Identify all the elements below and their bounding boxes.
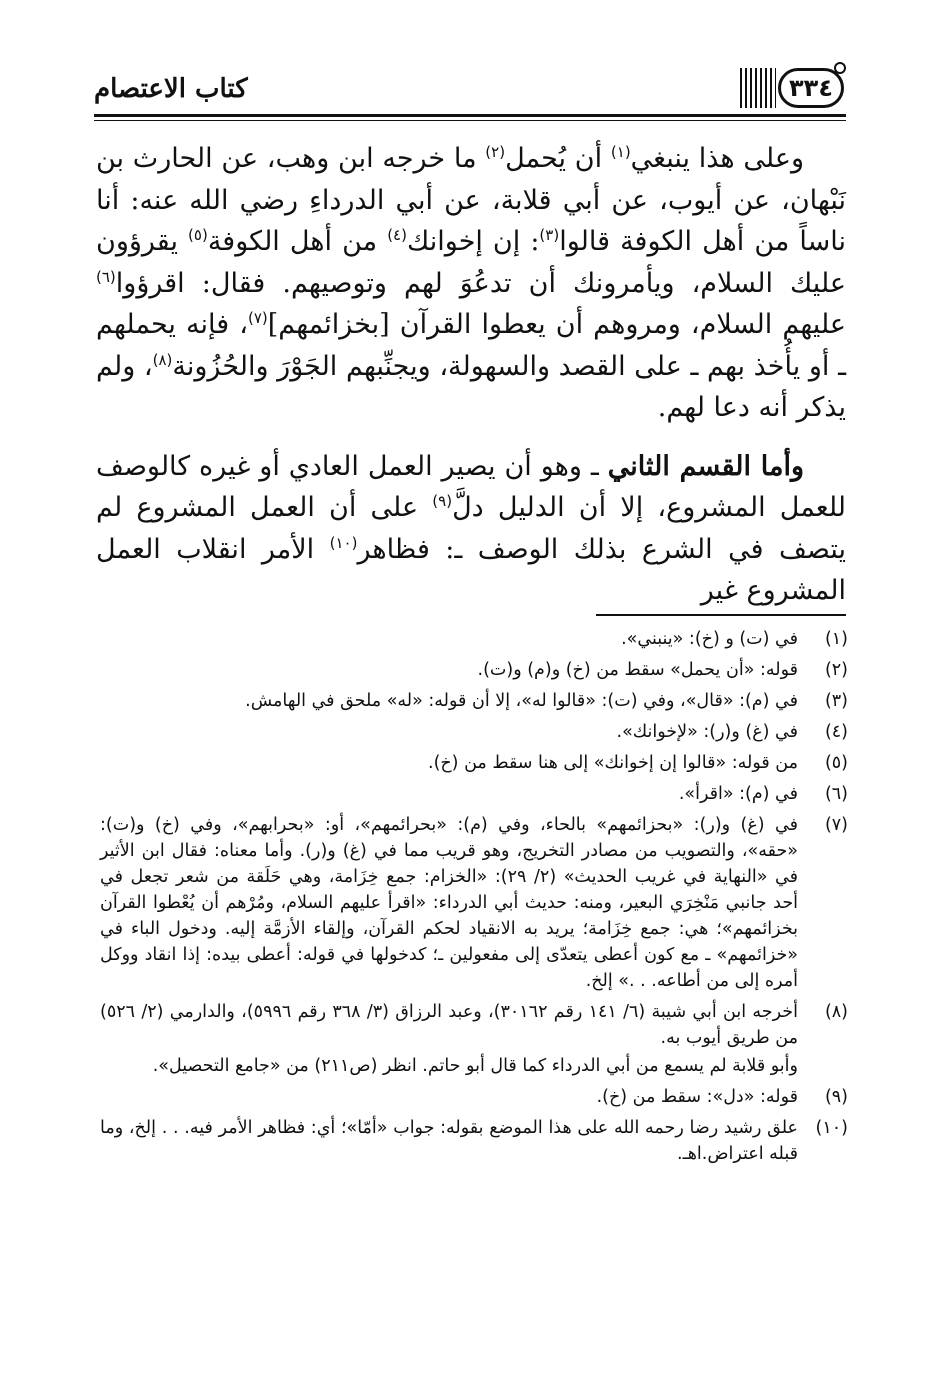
section-heading-text: وأما القسم الثاني xyxy=(607,450,804,482)
footnote-item xyxy=(100,688,848,714)
footnote-item xyxy=(100,812,848,994)
footnote-item xyxy=(100,1084,848,1110)
footnote-ref: (٩) xyxy=(432,492,453,510)
text-run: على أن العمل المشروع لم يتصف في الشرع بذلك الوصف ـ: فظاهر xyxy=(96,492,846,565)
page-number: ٣٣٤ xyxy=(789,74,833,102)
page-header xyxy=(94,62,846,116)
footnote-item xyxy=(100,750,848,776)
text-run: يقرؤون عليك السلام، ويأمرونك أن تدعُوَ لهم وتوصيهم. فقال: اقرؤوا xyxy=(96,226,846,299)
footnote-item xyxy=(100,719,848,745)
footnote-text: أخرجه ابن أبي شيبة (٦/ ١٤١ رقم ٣٠١٦٢)، وعبد الرزاق (٣/ ٣٦٨ رقم ٥٩٩٦)، والدارمي (٢/ ٥٢٦) من طريق أيوب به. xyxy=(100,1002,798,1048)
footnote-number: (٨) xyxy=(824,1002,848,1022)
page-number-frame xyxy=(778,68,844,108)
text-run: ، فإنه يحملهم ـ أو يأُخذ بهم ـ على القصد والسهولة، ويجنِّبهم الجَوْرَ والحُزُونة xyxy=(96,309,846,382)
footnote-number: (١٠) xyxy=(815,1118,848,1138)
footnotes xyxy=(100,626,848,1172)
text-run: أن يُحمل xyxy=(505,143,611,174)
text-run: عليهم السلام، ومروهم أن يعطوا القرآن [بخزائمهم] xyxy=(267,309,846,340)
footnote-ref: (٨) xyxy=(152,350,173,369)
footnote-text: قوله: «أن يحمل» سقط من (خ) و(م) و(ت). xyxy=(477,660,798,680)
footnote-text: في (غ) و(ر): «لإخوانك». xyxy=(616,722,798,742)
footnote-number: (٩) xyxy=(824,1087,848,1107)
footnote-ref: (٥) xyxy=(188,226,208,244)
header-ornament-bars xyxy=(740,68,776,108)
footnote-ref: (١٠) xyxy=(329,533,358,552)
text-run: من أهل الكوفة xyxy=(207,226,388,257)
footnote-text: في (م): «قال»، وفي (ت): «قالوا له»، إلا أن قوله: «له» ملحق في الهامش. xyxy=(245,691,798,711)
main-text xyxy=(96,138,846,612)
footnote-separator xyxy=(596,614,846,616)
text-run: : إن إخوانك xyxy=(406,226,540,257)
footnote-text: قوله: «دل»: سقط من (خ). xyxy=(596,1087,798,1107)
footnote-text: في (م): «اقرأ». xyxy=(678,784,798,804)
footnote-number: (٥) xyxy=(824,753,848,773)
header-ornament-circle xyxy=(834,62,846,74)
footnote-ref: (٢) xyxy=(485,143,506,161)
footnote-number: (٦) xyxy=(824,784,848,804)
paragraph xyxy=(96,446,846,612)
running-title: كتاب الاعتصام xyxy=(94,74,248,104)
footnote-text: في (ت) و (خ): «ينبني». xyxy=(621,629,798,649)
footnote-number: (٤) xyxy=(824,722,848,742)
text-run: ـ وهو أن يصير العمل العادي أو غيره كالوصف للعمل المشروع، إلا أن الدليل دلَّ xyxy=(96,450,846,523)
footnote-number: (٧) xyxy=(824,815,848,835)
footnote-number: (٣) xyxy=(824,691,848,711)
header-rule xyxy=(94,114,846,117)
footnote-ref: (٤) xyxy=(387,226,407,244)
text-run: وعلى هذا ينبغي xyxy=(630,143,804,174)
paragraph xyxy=(96,138,846,429)
footnote-number: (١) xyxy=(824,629,848,649)
footnote-item xyxy=(100,657,848,683)
footnote-item xyxy=(100,999,848,1079)
footnote-ref: (١) xyxy=(610,143,631,161)
footnote-text: في (غ) و(ر): «بحزائمهم» بالحاء، وفي (م): «بحرائمهم»، أو: «بحرابهم»، وفي (خ) و(ت): «حقه»، والتصويب من مصادر التخريج، وهو قريب مما في (غ) و(ر). وأما معناه: فقال ابن الأثير في «النهاية في غريب الحديث» (٢/ ٢٩): «الخزام: جمع خِزَامة، وهي حَلَقة من شعر تجعل في أحد جانبي مَنْخِرَي البعير، ومنه: حديث أبي الدرداء: «اقرأ عليهم السلام، ومُرْهم أن يُعْطوا القرآن بخزائمهم»؛ هي: جمع خِزَامة؛ يريد به الانقياد لحكم القرآن، وإلقاء الأزمَّة إليه. ودخول الباء في «خزائمهم» ـ مع كون أعطى يتعدّى إلى مفعولين ـ؛ كدخولها في قوله: أعطى بيده: إذا انقاد ووكل أمره إلى من أطاعه. . .» إلخ. xyxy=(100,815,798,991)
footnote-item xyxy=(100,626,848,652)
footnote-text: علق رشيد رضا رحمه الله على هذا الموضع بقوله: جواب «أمّا»؛ أي: فظاهر الأمر فيه. . . إلخ، وما قبله اعتراض.اهـ. xyxy=(100,1118,798,1164)
text-run: ، ولم يذكر أنه دعا لهم. xyxy=(96,350,846,423)
footnote-text: وأبو قلابة لم يسمع من أبي الدرداء كما قال أبو حاتم. انظر (ص٢١١) من «جامع التحصيل». xyxy=(152,1056,798,1076)
footnote-item xyxy=(100,781,848,807)
header-rule-thin xyxy=(94,120,846,121)
text-run: الأمر انقلاب العمل المشروع غير xyxy=(96,533,846,606)
footnote-item xyxy=(100,1115,848,1167)
footnote-number: (٢) xyxy=(824,660,848,680)
footnote-ref: (٣) xyxy=(539,226,560,244)
footnote-text: من قوله: «قالوا إن إخوانك» إلى هنا سقط من (خ). xyxy=(428,753,798,773)
footnote-ref: (٧) xyxy=(247,309,268,327)
footnote-ref: (٦) xyxy=(96,267,116,286)
text-run: ما خرجه ابن وهب، عن الحارث بن نَبْهان، عن أيوب، عن أبي قلابة، عن أبي الدرداءِ رضي الله عنه: أنا ناساً من أهل الكوفة قالوا xyxy=(96,143,847,257)
